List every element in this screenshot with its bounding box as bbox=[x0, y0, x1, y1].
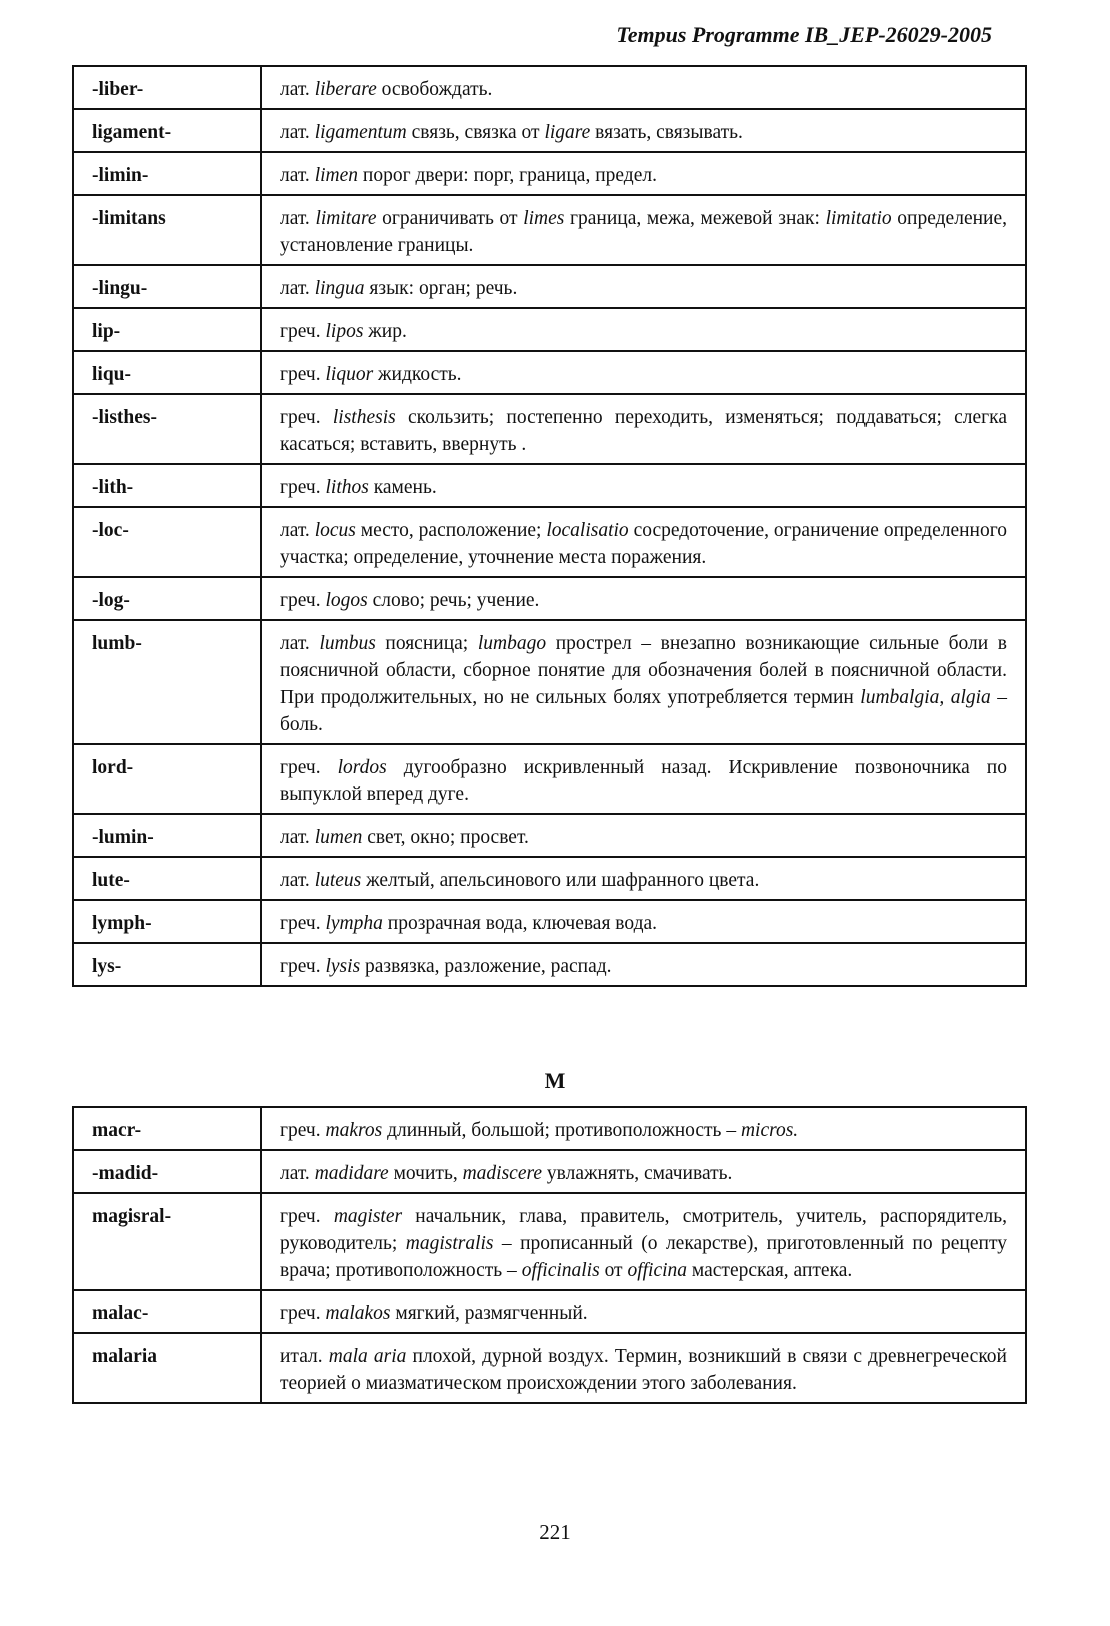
term-cell: magisral- bbox=[73, 1193, 261, 1290]
definition-text: от bbox=[599, 1260, 628, 1281]
term-cell: lord- bbox=[73, 744, 261, 814]
definition-text: греч. bbox=[280, 477, 326, 498]
definition-cell bbox=[261, 351, 1026, 394]
definition-text: место, расположение; bbox=[355, 520, 547, 541]
definition-text: слово; речь; учение. bbox=[367, 590, 540, 611]
definition-text: порог двери: порг, граница, предел. bbox=[358, 165, 657, 186]
definition-cell bbox=[261, 152, 1026, 195]
definition-text: мочить, bbox=[388, 1163, 463, 1184]
definition-italic-word: madiscere bbox=[462, 1163, 543, 1184]
definition-italic-word: localisatio bbox=[546, 520, 629, 541]
definition-text: длинный, большой; противоположность – bbox=[382, 1120, 741, 1141]
definition-cell bbox=[261, 265, 1026, 308]
term-cell: malac- bbox=[73, 1290, 261, 1333]
definition-text: начальник, глава, правитель, смотритель, учитель, распорядитель, руководитель; bbox=[280, 1206, 1007, 1254]
definition-italic-word: limen bbox=[314, 165, 359, 186]
definition-text: язык: орган; речь. bbox=[364, 278, 518, 299]
definition-cell bbox=[261, 1193, 1026, 1290]
term-cell: lumb- bbox=[73, 620, 261, 744]
definition-cell bbox=[261, 814, 1026, 857]
term-cell: lymph- bbox=[73, 900, 261, 943]
definition-cell bbox=[261, 1150, 1026, 1193]
definition-text: прострел – внезапно возникающие сильные боли в поясничной области, сборное понятие для обозначения болей в поясничной области. При продолжительных, но не сильных болях употребляется термин bbox=[280, 633, 1007, 708]
definition-text: греч. bbox=[280, 913, 326, 934]
definition-cell bbox=[261, 1290, 1026, 1333]
definition-cell bbox=[261, 308, 1026, 351]
definition-text: греч. bbox=[280, 1120, 326, 1141]
definition-text: плохой, дурной воздух. Термин, возникший в связи с древнегреческой теорией о миазматическом происхождении этого заболевания. bbox=[280, 1346, 1007, 1394]
term-cell: -loc- bbox=[73, 507, 261, 577]
definition-italic-word: locus bbox=[314, 520, 356, 541]
definition-text: прозрачная вода, ключевая вода. bbox=[382, 913, 658, 934]
definition-text: вязать, связывать. bbox=[590, 122, 743, 143]
glossary-row bbox=[73, 1290, 1026, 1333]
term-cell: lip- bbox=[73, 308, 261, 351]
definition-italic-word: lipos bbox=[325, 321, 364, 342]
glossary-row bbox=[73, 900, 1026, 943]
definition-text: скользить; постепенно переходить, изменяться; поддаваться; слегка касаться; вставить, ввернуть . bbox=[280, 407, 1007, 455]
glossary-row bbox=[73, 195, 1026, 265]
glossary-row bbox=[73, 814, 1026, 857]
definition-text: лат. bbox=[280, 278, 315, 299]
definition-italic-word: lingua bbox=[314, 278, 365, 299]
definition-cell bbox=[261, 507, 1026, 577]
definition-text: греч. bbox=[280, 1206, 334, 1227]
definition-text: граница, межа, межевой знак: bbox=[564, 208, 826, 229]
definition-text: греч. bbox=[280, 956, 326, 977]
definition-text: камень. bbox=[368, 477, 437, 498]
definition-italic-word: mala aria bbox=[328, 1346, 407, 1367]
definition-text: итал. bbox=[280, 1346, 329, 1367]
definition-italic-word: logos bbox=[325, 590, 368, 611]
definition-text: поясница; bbox=[375, 633, 478, 654]
definition-italic-word: limitatio bbox=[825, 208, 892, 229]
definition-cell bbox=[261, 943, 1026, 986]
term-cell: -limin- bbox=[73, 152, 261, 195]
section-letter: M bbox=[544, 1068, 566, 1093]
definition-italic-word: lithos bbox=[325, 477, 369, 498]
definition-text: греч. bbox=[280, 590, 326, 611]
glossary-row bbox=[73, 1150, 1026, 1193]
definition-italic-word: limitare bbox=[315, 208, 377, 229]
definition-text: лат. bbox=[280, 79, 315, 100]
definition-text: лат. bbox=[280, 827, 315, 848]
term-cell: macr- bbox=[73, 1107, 261, 1150]
glossary-row bbox=[73, 620, 1026, 744]
definition-italic-word: luteus bbox=[314, 870, 362, 891]
glossary-row bbox=[73, 109, 1026, 152]
glossary-row bbox=[73, 943, 1026, 986]
definition-text: лат. bbox=[280, 633, 320, 654]
definition-italic-word: madidare bbox=[314, 1163, 389, 1184]
definition-cell bbox=[261, 857, 1026, 900]
glossary-row bbox=[73, 308, 1026, 351]
definition-italic-word: magistralis bbox=[405, 1233, 494, 1254]
term-cell: -madid- bbox=[73, 1150, 261, 1193]
definition-text: лат. bbox=[280, 520, 315, 541]
definition-text: развязка, разложение, распад. bbox=[360, 956, 612, 977]
glossary-row bbox=[73, 265, 1026, 308]
definition-italic-word: magister bbox=[333, 1206, 403, 1227]
glossary-row bbox=[73, 66, 1026, 109]
definition-italic-word: lumbago bbox=[477, 633, 547, 654]
definition-text: греч. bbox=[280, 757, 338, 778]
definition-italic-word: ligamentum bbox=[314, 122, 407, 143]
term-cell: -limitans bbox=[73, 195, 261, 265]
definition-text: желтый, апельсинового или шафранного цвета. bbox=[361, 870, 760, 891]
definition-text: греч. bbox=[280, 364, 326, 385]
definition-text: мастерская, аптека. bbox=[687, 1260, 853, 1281]
definition-cell bbox=[261, 1107, 1026, 1150]
term-cell: -liber- bbox=[73, 66, 261, 109]
glossary-row bbox=[73, 394, 1026, 464]
glossary-row bbox=[73, 464, 1026, 507]
definition-text: определение, установление границы. bbox=[280, 208, 1008, 256]
definition-cell bbox=[261, 109, 1026, 152]
definition-text: ограничивать от bbox=[376, 208, 524, 229]
definition-italic-word: officinalis bbox=[521, 1260, 600, 1281]
term-cell: liqu- bbox=[73, 351, 261, 394]
definition-text: греч. bbox=[280, 407, 333, 428]
glossary-row bbox=[73, 152, 1026, 195]
definition-text: – прописанный (о лекарстве), приготовленный по рецепту врача; противоположность – bbox=[280, 1233, 1007, 1281]
definition-italic-word: officina bbox=[627, 1260, 688, 1281]
glossary-row bbox=[73, 1107, 1026, 1150]
definition-text: увлажнять, смачивать. bbox=[542, 1163, 733, 1184]
definition-cell bbox=[261, 577, 1026, 620]
definition-cell bbox=[261, 900, 1026, 943]
definition-text: свет, окно; просвет. bbox=[362, 827, 529, 848]
glossary-row bbox=[73, 744, 1026, 814]
definition-text: жир. bbox=[363, 321, 407, 342]
term-cell: malaria bbox=[73, 1333, 261, 1403]
term-cell: -lumin- bbox=[73, 814, 261, 857]
definition-italic-word: lumbalgia, algia bbox=[860, 687, 991, 708]
definition-italic-word: lysis bbox=[325, 956, 361, 977]
definition-cell bbox=[261, 394, 1026, 464]
definition-text: греч. bbox=[280, 1303, 326, 1324]
glossary-row bbox=[73, 1193, 1026, 1290]
definition-text: лат. bbox=[280, 208, 316, 229]
definition-italic-word: lumen bbox=[314, 827, 363, 848]
term-cell: -listhes- bbox=[73, 394, 261, 464]
definition-text: лат. bbox=[280, 165, 315, 186]
term-cell: -log- bbox=[73, 577, 261, 620]
definition-text: лат. bbox=[280, 1163, 315, 1184]
glossary-row bbox=[73, 1333, 1026, 1403]
definition-text: сосредоточение, ограничение определенного участка; определение, уточнение места поражения. bbox=[280, 520, 1007, 568]
definition-cell bbox=[261, 66, 1026, 109]
definition-cell bbox=[261, 620, 1026, 744]
glossary-table-m bbox=[72, 1106, 1027, 1404]
definition-text: освобождать. bbox=[376, 79, 493, 100]
definition-text: лат. bbox=[280, 870, 315, 891]
definition-cell bbox=[261, 744, 1026, 814]
running-header: Tempus Programme IB_JEP-26029-2005 bbox=[616, 22, 992, 47]
definition-italic-word: ligare bbox=[544, 122, 591, 143]
page-number: 221 bbox=[539, 1520, 571, 1544]
definition-italic-word: limes bbox=[523, 208, 565, 229]
term-cell: -lingu- bbox=[73, 265, 261, 308]
definition-cell bbox=[261, 1333, 1026, 1403]
definition-italic-word: micros. bbox=[740, 1120, 799, 1141]
definition-italic-word: malakos bbox=[325, 1303, 391, 1324]
definition-italic-word: lumbus bbox=[319, 633, 376, 654]
glossary-row bbox=[73, 577, 1026, 620]
glossary-row bbox=[73, 507, 1026, 577]
glossary-row bbox=[73, 351, 1026, 394]
definition-cell bbox=[261, 464, 1026, 507]
definition-italic-word: liberare bbox=[314, 79, 377, 100]
term-cell: -lith- bbox=[73, 464, 261, 507]
definition-italic-word: listhesis bbox=[332, 407, 396, 428]
definition-text: лат. bbox=[280, 122, 315, 143]
definition-italic-word: lympha bbox=[325, 913, 383, 934]
definition-text: дугообразно искривленный назад. Искривление позвоночника по выпуклой вперед дуге. bbox=[280, 757, 1007, 805]
definition-text: жидкость. bbox=[373, 364, 462, 385]
definition-text: связь, связка от bbox=[406, 122, 545, 143]
definition-text: греч. bbox=[280, 321, 326, 342]
definition-italic-word: lordos bbox=[337, 757, 387, 778]
term-cell: lys- bbox=[73, 943, 261, 986]
definition-text: мягкий, размягченный. bbox=[390, 1303, 588, 1324]
definition-italic-word: liquor bbox=[325, 364, 374, 385]
term-cell: lute- bbox=[73, 857, 261, 900]
term-cell: ligament- bbox=[73, 109, 261, 152]
glossary-row bbox=[73, 857, 1026, 900]
definition-text: – боль. bbox=[280, 687, 1007, 735]
definition-italic-word: makros bbox=[325, 1120, 383, 1141]
definition-cell bbox=[261, 195, 1026, 265]
glossary-table-l bbox=[72, 65, 1027, 987]
